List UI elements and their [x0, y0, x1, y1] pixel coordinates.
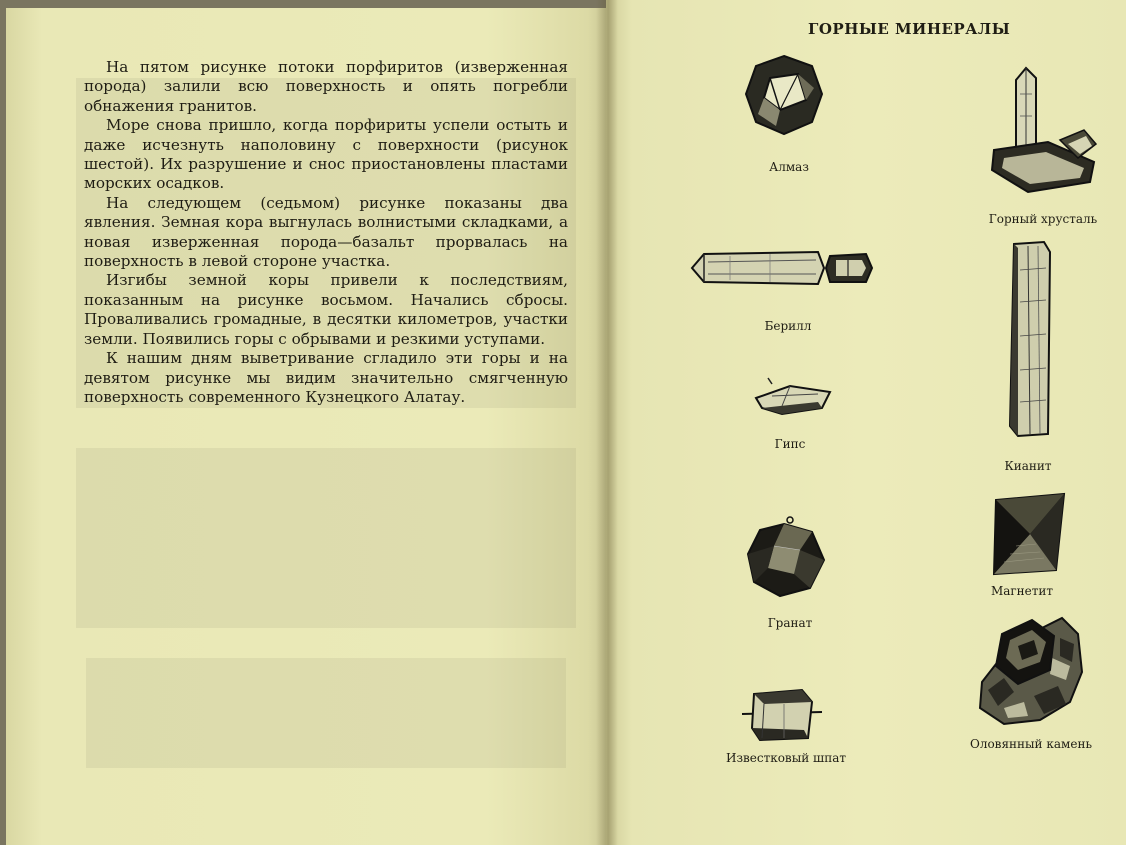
mineral-caption: Горный хрусталь	[988, 212, 1098, 226]
magnetite-crystal-icon	[990, 490, 1068, 578]
mineral-caption: Кианит	[1004, 459, 1052, 473]
diamond-crystal-icon	[742, 52, 826, 138]
beryl-crystal-icon	[690, 248, 874, 290]
mineral-caption: Гранат	[767, 616, 813, 630]
mineral-caption: Оловянный камень	[970, 737, 1092, 751]
calcite-crystal-icon	[740, 684, 824, 744]
paragraph: На следующем (седьмом) рисунке показаны два явления. Земная кора выгнулась волнистыми складками, а новая изверженная порода—базальт прорвалась на поверхность в левой стороне участка.	[84, 193, 568, 271]
gypsum-crystal-icon	[752, 376, 834, 420]
mineral-caption: Берилл	[764, 319, 812, 333]
mineral-caption: Известковый шпат	[725, 751, 847, 765]
show-through-legend	[76, 448, 576, 628]
kyanite-crystal-icon	[1004, 240, 1054, 440]
paragraph: Море снова пришло, когда порфириты успели остыть и даже исчезнуть наполовину с поверхности (рисунок шестой). Их разрушение и снос приостановлены пластами морских осадков.	[84, 116, 568, 193]
mineral-caption: Гипс	[774, 437, 806, 451]
show-through-text	[86, 658, 566, 768]
rock-crystal-icon	[988, 64, 1100, 198]
paragraph: Изгибы земной коры привели к последствиям, показанным на рисунке восьмом. Начались сбросы. Проваливались громадные, в десятки километров, участки земли. Появились горы с обрывами и резкими уступами.	[84, 271, 568, 348]
mineral-caption: Алмаз	[769, 160, 809, 174]
paragraph: К нашим дням выветривание сгладило эти горы и на девятом рисунке мы видим значительно смягченную поверхность современного Кузнецкого Алатау.	[84, 349, 568, 406]
cassiterite-crystal-icon	[974, 612, 1086, 728]
mineral-caption: Магнетит	[990, 584, 1054, 598]
page-title: ГОРНЫЕ МИНЕРАЛЫ	[808, 20, 1011, 38]
body-text	[84, 58, 568, 407]
garnet-crystal-icon	[744, 512, 828, 598]
paragraph: На пятом рисунке потоки порфиритов (изверженная порода) залили всю поверхность и опять погребли обнажения гранитов.	[84, 58, 568, 115]
